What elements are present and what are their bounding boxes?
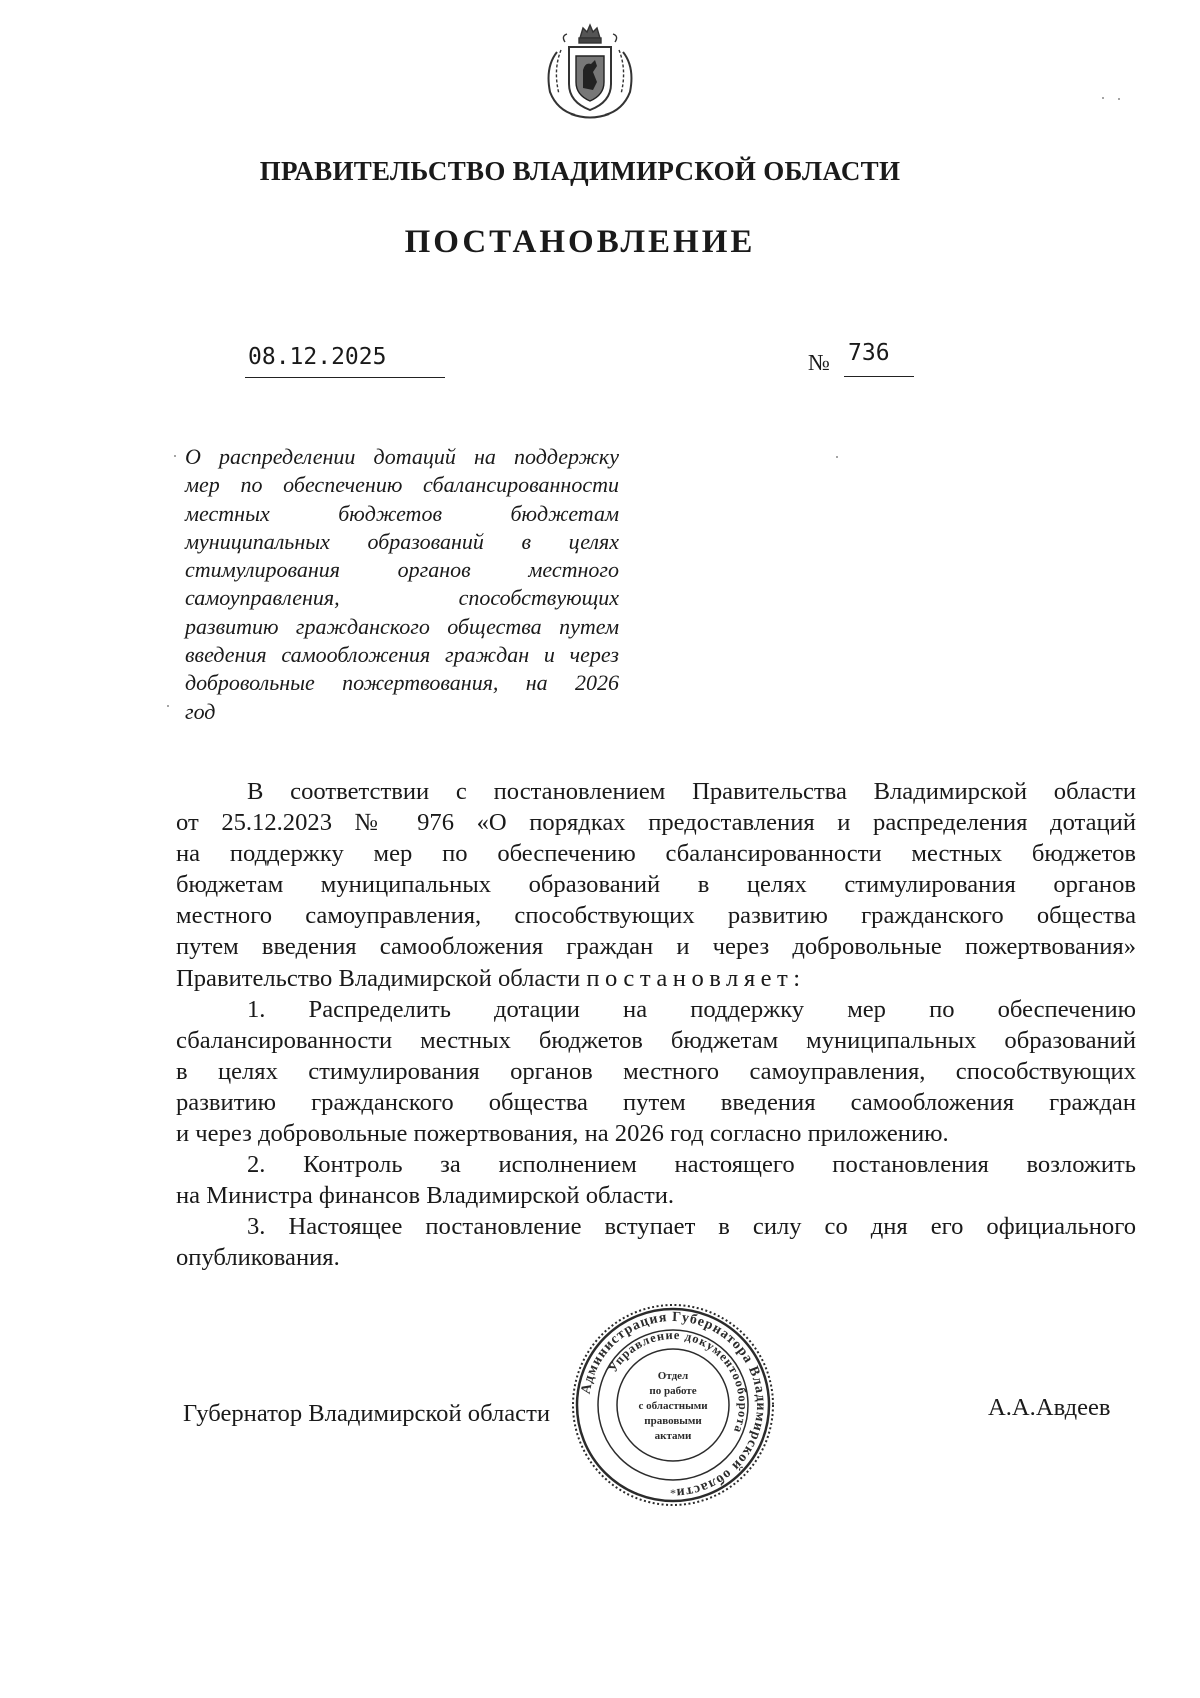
- stamp-outer-text: Администрация Губернатора Владимирской области: [578, 1309, 769, 1501]
- subject-line: местных бюджетов бюджетам: [185, 500, 619, 526]
- item-3-line: 3. Настоящее постановление вступает в силу со дня его официального: [247, 1213, 1136, 1241]
- preamble-line: путем введения самообложения граждан и через добровольные пожертвования»: [176, 933, 1136, 961]
- item-3-line: опубликования.: [176, 1244, 340, 1272]
- subject-line: стимулирования органов местного: [185, 557, 619, 583]
- item-1-line: сбалансированности местных бюджетов бюджетам муниципальных образований: [176, 1026, 1136, 1054]
- item-1-line: развитию гражданского общества путем введения самообложения граждан: [176, 1088, 1136, 1116]
- official-stamp: [568, 1300, 778, 1510]
- preamble-line: местного самоуправления, способствующих развитию гражданского общества: [176, 902, 1136, 930]
- item-1-line: в целях стимулирования органов местного самоуправления, способствующих: [176, 1057, 1136, 1085]
- subject-line: развитию гражданского общества путем: [185, 613, 619, 639]
- document-type-title: ПОСТАНОВЛЕНИЕ: [404, 224, 756, 260]
- preamble-line: от 25.12.2023 № 976 «О порядках предоставления и распределения дотаций: [176, 809, 1136, 837]
- scan-speck: [1102, 97, 1104, 99]
- stamp-center-line: правовыми: [644, 1415, 702, 1427]
- subject-line: муниципальных образований в целях: [185, 528, 619, 554]
- stamp-inner-text: Управление документооборота: [605, 1327, 751, 1436]
- subject-line: самоуправления, способствующих: [185, 585, 619, 611]
- stamp-star-icon: *: [670, 1486, 676, 1500]
- item-1-line: 1. Распределить дотации на поддержку мер по обеспечению: [247, 995, 1136, 1023]
- document-number: 736: [848, 340, 890, 366]
- subject-line: О распределении дотаций на поддержку: [185, 444, 619, 469]
- subject-line: введения самообложения граждан и через: [185, 642, 619, 668]
- number-underline: [844, 376, 914, 377]
- subject-line: добровольные пожертвования, на 2026: [185, 670, 619, 696]
- item-1-line: и через добровольные пожертвования, на 2026 год согласно приложению.: [176, 1120, 949, 1148]
- signatory-role: Губернатор Владимирской области: [183, 1400, 550, 1427]
- subject-line: мер по обеспечению сбалансированности: [185, 472, 619, 498]
- resolve-line: [176, 963, 1136, 994]
- scan-speck: [167, 705, 169, 707]
- preamble-line: В соответствии с постановлением Правительства Владимирской области: [247, 778, 1136, 805]
- stamp-center-line: с областными: [638, 1400, 708, 1412]
- resolve-word: постановляет:: [586, 964, 806, 992]
- scan-speck: [1118, 98, 1120, 100]
- subject-line: год: [185, 698, 216, 724]
- stamp-center-line: Отдел: [657, 1370, 689, 1382]
- government-title: ПРАВИТЕЛЬСТВО ВЛАДИМИРСКОЙ ОБЛАСТИ: [259, 156, 901, 186]
- preamble-line: бюджетам муниципальных образований в целях стимулирования органов: [176, 871, 1136, 899]
- number-sign: №: [808, 350, 830, 375]
- scan-speck: [836, 456, 838, 458]
- resolve-lead: Правительство Владимирской области: [176, 964, 581, 992]
- item-2-line: на Министра финансов Владимирской области.: [176, 1182, 675, 1210]
- coat-of-arms-icon: [535, 22, 645, 122]
- stamp-center-line: актами: [654, 1430, 692, 1442]
- date-underline: [245, 377, 445, 378]
- document-date: 08.12.2025: [248, 344, 387, 370]
- scan-speck: [174, 455, 176, 457]
- signatory-name: А.А.Авдеев: [988, 1394, 1111, 1421]
- item-2-line: 2. Контроль за исполнением настоящего постановления возложить: [247, 1151, 1136, 1179]
- preamble-line: на поддержку мер по обеспечению сбалансированности местных бюджетов: [176, 840, 1136, 868]
- stamp-center-line: по работе: [649, 1385, 697, 1397]
- document-subject: [185, 443, 619, 726]
- document-body: [176, 776, 1136, 1274]
